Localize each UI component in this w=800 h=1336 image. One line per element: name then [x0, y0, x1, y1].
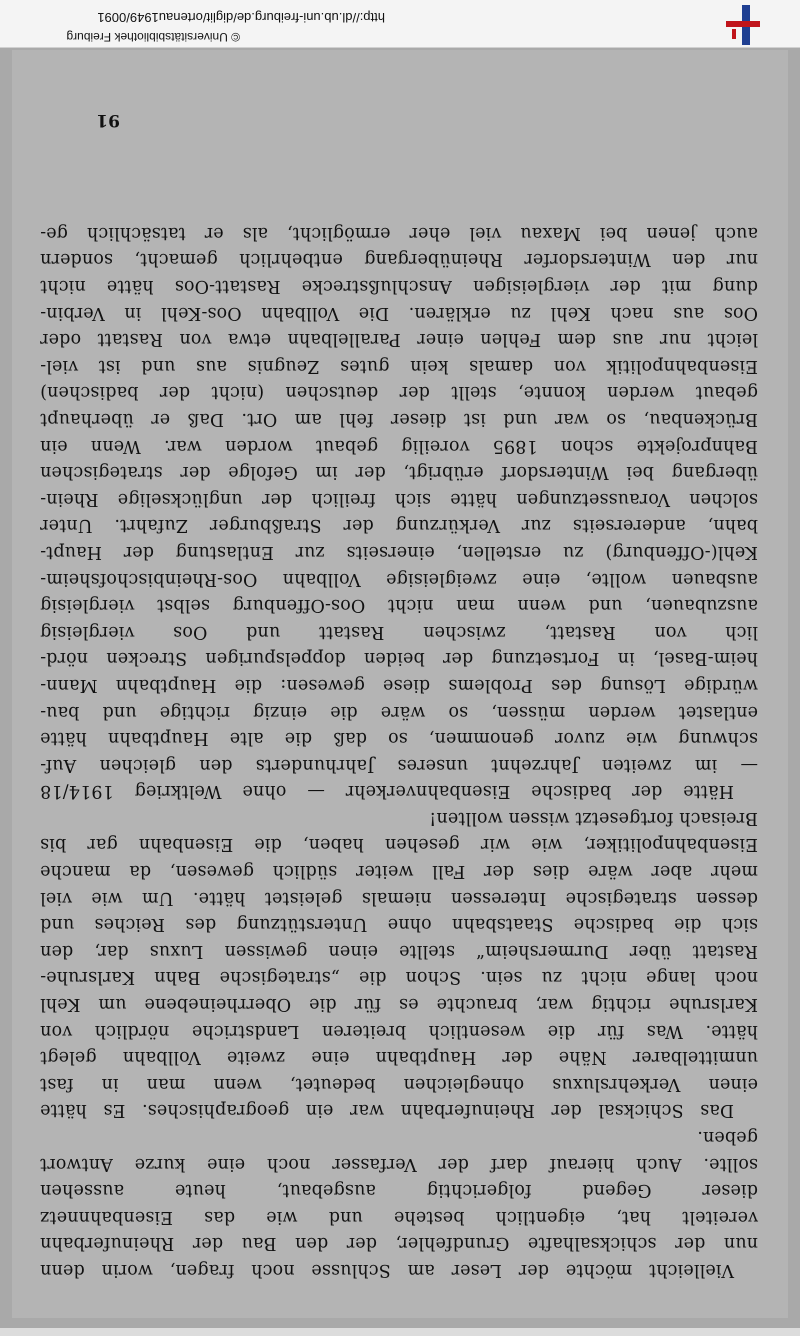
text-line: Vielleicht möchte der Leser am Schlusse noch fragen, worin denn: [40, 1260, 734, 1280]
text-line: gebaut werden konnte, stellt der deutschen (nicht der badischen): [40, 382, 758, 403]
text-line: — im zweiten Jahrzehnt unseres Jahrhunderts den gleichen Auf-: [40, 754, 758, 775]
text-line: sich die badische Staatsbahn ohne Unterstützung des Reiches und: [40, 914, 758, 935]
text-line: vereitelt hat, eigentlich bestehe und wie das Eisenbahnnetz: [40, 1206, 758, 1227]
text-line: ausbauen wollte, eine zweigleisige Vollbahn Oos-Rheinbischofsheim-: [40, 568, 758, 589]
text-line: bahn, andererseits zur Verkürzung der Straßburger Zufahrt. Unter: [40, 515, 758, 536]
text-line: heim-Basel, in Fortsetzung der beiden doppelspurigen Strecken nörd-: [40, 648, 758, 669]
text-line: Hätte der badische Eisenbahnverkehr — ohne Weltkrieg 1914/18: [40, 781, 734, 802]
text-line: unmittelbarer Nähe der Hauptbahn eine zweite Vollbahn gelegt: [40, 1047, 758, 1068]
text-line: Oos aus nach Kehl zu erklären. Die Vollbahn Oos-Kehl in Verbin-: [40, 302, 758, 323]
text-line: geben.: [697, 1127, 758, 1148]
copyright-notice: © Universitätsbibliothek Freiburg: [66, 30, 240, 44]
text-line: dieser Gegend folgerichtig ausgebaut, heute aussehen: [40, 1180, 758, 1201]
text-line: übergang bei Wintersdorf erübrigt, der im Gefolge der strategischen: [40, 462, 758, 483]
text-line: Breisach fortgesetzt wissen wollten!: [429, 807, 758, 828]
text-line: nun der schicksalhafte Grundfehler, der den Bau der Rheinuferbahn: [40, 1233, 758, 1254]
text-line: entlastet werden müssen, so wäre die einzig richtige und bau-: [40, 701, 758, 722]
text-line: noch lange nicht zu sein. Schon die „strategische Bahn Karlsruhe-: [40, 967, 758, 988]
text-line: schwung wie zuvor genommen, so daß die alte Hauptbahn hätte: [40, 728, 758, 749]
text-line: Rastatt über Durmersheim“ stellte einen gewissen Luxus dar, den: [40, 940, 758, 961]
text-line: hätte. Was für die wesentlich breiteren Landstriche nördlich von: [40, 1020, 758, 1041]
text-line: solchen Voraussetzungen hätte sich freilich der unglückselige Rhein-: [40, 488, 758, 509]
page-number: 91: [96, 110, 120, 130]
viewer-header-bar: [0, 0, 800, 48]
paper-surface: [12, 50, 788, 1318]
text-line: Bahnprojekte schon 1895 voreilig gebaut worden war. Wenn ein: [40, 435, 758, 456]
text-line: Brückenbau, so war und ist dieser fehl am Ort. Daß er überhaupt: [40, 409, 758, 429]
text-line: sollte. Auch hierauf darf der Verfasser noch eine kurze Antwort: [40, 1153, 758, 1174]
text-line: leicht nur aus dem Fehlen einer Parallelbahn etwa von Rastatt oder: [40, 329, 758, 350]
text-line: nur den Wintersdorfer Rheinübergang entbehrlich gemacht, sondern: [40, 249, 758, 270]
text-line: auszubauen, und wenn man nicht Oos-Offenburg selbst viergleisig: [40, 595, 758, 616]
text-line: würdige Lösung des Problems diese gewesen: die Hauptbahn Mann-: [40, 674, 758, 695]
text-line: Karlsruhe richtig war, brauchte es für die Oberrheinebene um Kehl: [40, 994, 758, 1015]
text-line: einen Verkehrsluxus ohnegleichen bedeutet, wenn man in fast: [40, 1073, 758, 1094]
text-line: Das Schicksal der Rheinuferbahn war ein geographisches. Es hätte: [40, 1100, 734, 1121]
text-line: Eisenbahnpolitik von damals kein gutes Zeugnis aus und ist viel-: [40, 355, 758, 376]
text-line: mehr aber wäre dies der Fall weiter südlich gewesen, da manche: [40, 861, 758, 882]
text-line: auch jenen bei Maxau viel eher ermöglicht, als er tatsächlich ge-: [40, 222, 758, 243]
text-line: dessen strategische Interessen niemals geleistet hätte. Um wie viel: [40, 887, 758, 908]
scanned-page: [0, 48, 800, 1328]
text-line: lich von Rastatt, zwischen Rastatt und Oos viergleisig: [40, 621, 758, 642]
text-line: Kehl(-Offenburg) zu erstellen, einerseits zur Entlastung der Haupt-: [40, 541, 758, 562]
text-line: dung mit der viergleisigen Anschlußstrecke Rastatt-Oos hätte nicht: [40, 276, 758, 297]
source-url-link[interactable]: http://dl.ub.uni-freiburg.de/diglit/ortenau1949/0091: [97, 10, 385, 25]
university-logo-icon: [726, 5, 760, 45]
text-line: Eisenbahnpolitiker, wie wir gesehen haben, die Eisenbahn gar bis: [40, 834, 758, 855]
body-text: [40, 219, 758, 1283]
